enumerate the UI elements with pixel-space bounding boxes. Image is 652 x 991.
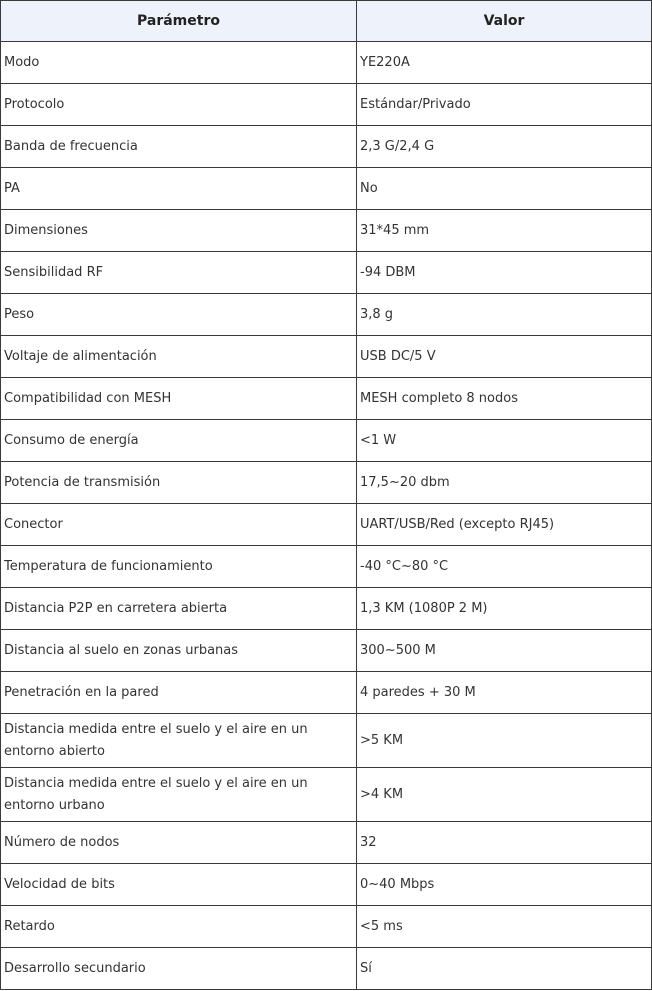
param-cell: Voltaje de alimentación [1,336,357,378]
value-cell: 4 paredes + 30 M [357,672,652,714]
param-cell: Compatibilidad con MESH [1,378,357,420]
value-cell: USB DC/5 V [357,336,652,378]
value-cell: MESH completo 8 nodos [357,378,652,420]
value-cell: 1,3 KM (1080P 2 M) [357,588,652,630]
param-cell: Distancia medida entre el suelo y el aire en un entorno abierto [1,714,357,768]
param-cell: Conector [1,504,357,546]
header-parameter: Parámetro [1,1,357,42]
table-row [1,462,652,504]
value-cell: UART/USB/Red (excepto RJ45) [357,504,652,546]
table-body [1,42,652,990]
param-cell: Distancia medida entre el suelo y el aire en un entorno urbano [1,768,357,822]
table-row [1,378,652,420]
value-cell: 3,8 g [357,294,652,336]
value-cell: 2,3 G/2,4 G [357,126,652,168]
value-cell: <5 ms [357,906,652,948]
value-cell: YE220A [357,42,652,84]
value-cell: -40 °C~80 °C [357,546,652,588]
value-cell: 32 [357,822,652,864]
param-cell: Temperatura de funcionamiento [1,546,357,588]
table-row [1,822,652,864]
table-header [1,1,652,42]
table-row [1,864,652,906]
value-cell: 300~500 M [357,630,652,672]
param-cell: Número de nodos [1,822,357,864]
table-row [1,126,652,168]
table-row [1,252,652,294]
param-cell: Penetración en la pared [1,672,357,714]
table-row [1,546,652,588]
value-cell: >5 KM [357,714,652,768]
param-cell: Peso [1,294,357,336]
param-cell: Sensibilidad RF [1,252,357,294]
param-cell: Desarrollo secundario [1,948,357,990]
value-cell: 0~40 Mbps [357,864,652,906]
table-row [1,768,652,822]
value-cell: -94 DBM [357,252,652,294]
param-cell: Dimensiones [1,210,357,252]
header-row [1,1,652,42]
value-cell: 17,5~20 dbm [357,462,652,504]
param-cell: Distancia P2P en carretera abierta [1,588,357,630]
value-cell: No [357,168,652,210]
value-cell: <1 W [357,420,652,462]
table-row [1,42,652,84]
value-cell: Estándar/Privado [357,84,652,126]
value-cell: >4 KM [357,768,652,822]
table-row [1,714,652,768]
param-cell: Distancia al suelo en zonas urbanas [1,630,357,672]
param-cell: Consumo de energía [1,420,357,462]
table-row [1,336,652,378]
table-row [1,84,652,126]
param-cell: Potencia de transmisión [1,462,357,504]
table-row [1,630,652,672]
table-row [1,168,652,210]
table-row [1,294,652,336]
header-value: Valor [357,1,652,42]
table-row [1,672,652,714]
table-row [1,504,652,546]
table-row [1,210,652,252]
table-row [1,588,652,630]
param-cell: Banda de frecuencia [1,126,357,168]
param-cell: PA [1,168,357,210]
param-cell: Modo [1,42,357,84]
value-cell: Sí [357,948,652,990]
param-cell: Velocidad de bits [1,864,357,906]
param-cell: Protocolo [1,84,357,126]
table-row [1,906,652,948]
table-row [1,420,652,462]
table-row [1,948,652,990]
value-cell: 31*45 mm [357,210,652,252]
param-cell: Retardo [1,906,357,948]
